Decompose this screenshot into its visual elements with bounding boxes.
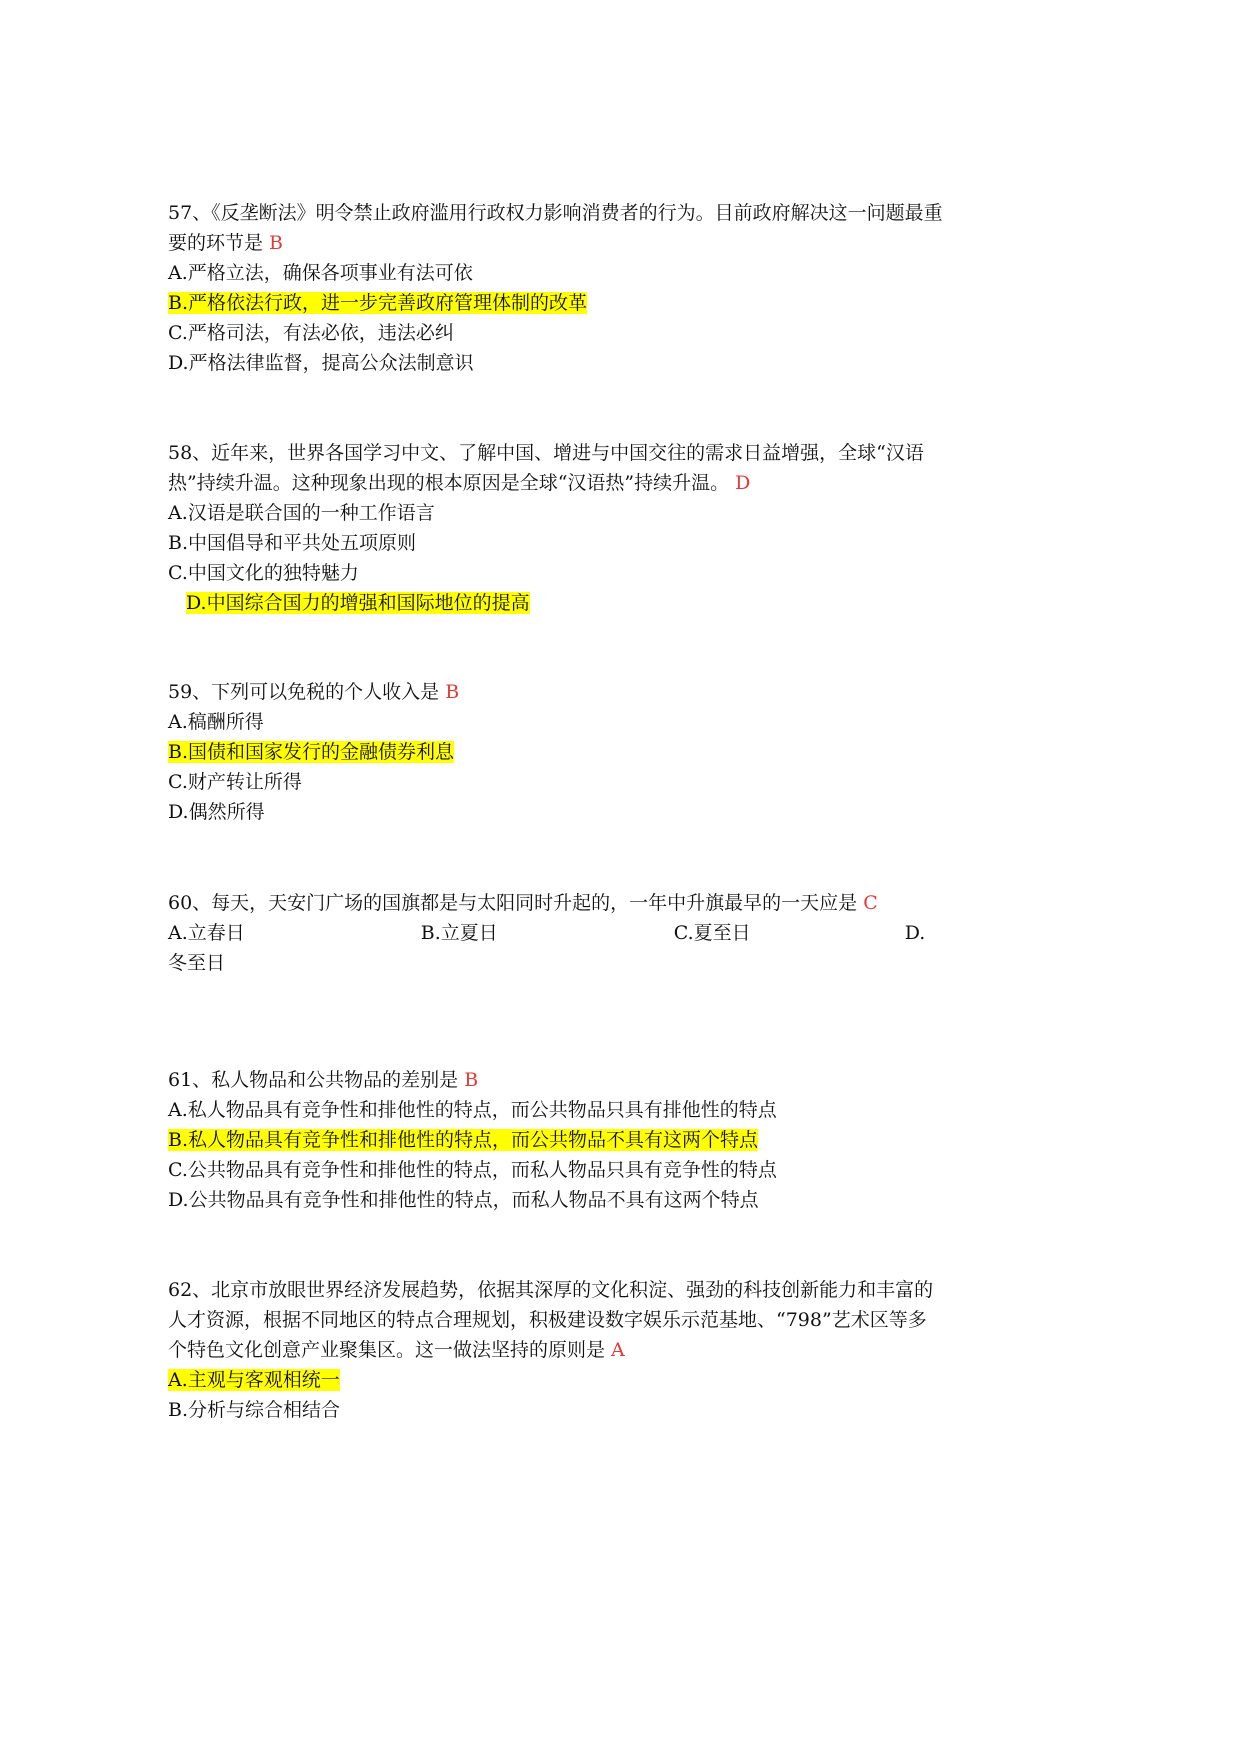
question-stem (168, 1065, 944, 1095)
answer-letter: B (445, 681, 460, 703)
option-b (168, 1125, 944, 1155)
option-text: C.严格司法，有法必依，违法必纠 (168, 322, 454, 344)
stem-text: 59、下列可以免税的个人收入是 (168, 681, 440, 703)
option-a (168, 1095, 944, 1125)
option-b (168, 528, 944, 558)
option-row (168, 918, 944, 978)
question-stem (168, 198, 944, 258)
option-text: D.严格法律监督，提高公众法制意识 (168, 352, 474, 374)
question-stem (168, 888, 944, 918)
option-b (168, 737, 944, 767)
option-d (168, 1185, 944, 1215)
option-a: A.立春日 (168, 922, 245, 944)
option-b (168, 288, 944, 318)
option-text-highlighted: D.中国综合国力的增强和国际地位的提高 (186, 592, 530, 614)
question-57 (168, 198, 944, 378)
answer-letter: B (464, 1069, 479, 1091)
answer-letter: A (611, 1339, 625, 1361)
option-a (168, 707, 944, 737)
stem-text: 57、《反垄断法》明令禁止政府滥用行政权力影响消费者的行为。目前政府解决这一问题最重要的环节是 (168, 202, 943, 254)
stem-text: 60、每天，天安门广场的国旗都是与太阳同时升起的，一年中升旗最早的一天应是 (168, 892, 858, 914)
option-c (168, 767, 944, 797)
option-c (168, 1155, 944, 1185)
stem-text: 62、北京市放眼世界经济发展趋势，依据其深厚的文化积淀、强劲的科技创新能力和丰富的人才资源，根据不同地区的特点合理规划，积极建设数字娱乐示范基地、“798”艺术区等多个特色文化创意产业聚集区。这一做法坚持的原则是 (168, 1279, 934, 1361)
question-61 (168, 1065, 944, 1215)
option-text-highlighted: B.国债和国家发行的金融债券利息 (168, 741, 455, 763)
stem-text: 61、私人物品和公共物品的差别是 (168, 1069, 459, 1091)
option-text: A.严格立法，确保各项事业有法可依 (168, 262, 473, 284)
option-a (168, 498, 944, 528)
option-text-highlighted: B.严格依法行政，进一步完善政府管理体制的改革 (168, 292, 588, 314)
option-text: C.财产转让所得 (168, 771, 302, 793)
option-text: D.公共物品具有竞争性和排他性的特点，而私人物品不具有这两个特点 (168, 1189, 759, 1211)
answer-letter: C (863, 892, 878, 914)
answer-letter: D (735, 472, 751, 494)
option-text: C.中国文化的独特魅力 (168, 562, 359, 584)
question-59 (168, 677, 944, 827)
option-text: A.私人物品具有竞争性和排他性的特点，而公共物品只具有排他性的特点 (168, 1099, 777, 1121)
stem-text: 58、近年来，世界各国学习中文、了解中国、增进与中国交往的需求日益增强，全球“汉语热”持续升温。这种现象出现的根本原因是全球“汉语热”持续升温。 (168, 442, 924, 494)
option-text-highlighted: B.私人物品具有竞争性和排他性的特点，而公共物品不具有这两个特点 (168, 1129, 759, 1151)
question-stem (168, 1275, 944, 1365)
question-60 (168, 888, 944, 978)
question-58 (168, 438, 944, 618)
option-d (168, 797, 944, 827)
option-text: D.偶然所得 (168, 801, 265, 823)
question-stem (168, 677, 944, 707)
option-text: C.公共物品具有竞争性和排他性的特点，而私人物品只具有竞争性的特点 (168, 1159, 777, 1181)
option-c (168, 558, 944, 588)
answer-letter: B (269, 232, 283, 254)
exam-page (168, 198, 944, 1425)
option-text: A.稿酬所得 (168, 711, 264, 733)
question-62 (168, 1275, 944, 1425)
option-text: B.分析与综合相结合 (168, 1399, 341, 1421)
option-d (168, 588, 944, 618)
option-d: D.冬至日 (168, 922, 926, 974)
question-stem (168, 438, 944, 498)
option-a (168, 1365, 944, 1395)
option-a (168, 258, 944, 288)
option-c (168, 318, 944, 348)
option-c: C.夏至日 (673, 922, 751, 944)
option-d (168, 348, 944, 378)
option-text: B.中国倡导和平共处五项原则 (168, 532, 417, 554)
option-text-highlighted: A.主观与客观相统一 (168, 1369, 340, 1391)
option-b: B.立夏日 (420, 922, 498, 944)
option-text: A.汉语是联合国的一种工作语言 (168, 502, 435, 524)
option-b (168, 1395, 944, 1425)
